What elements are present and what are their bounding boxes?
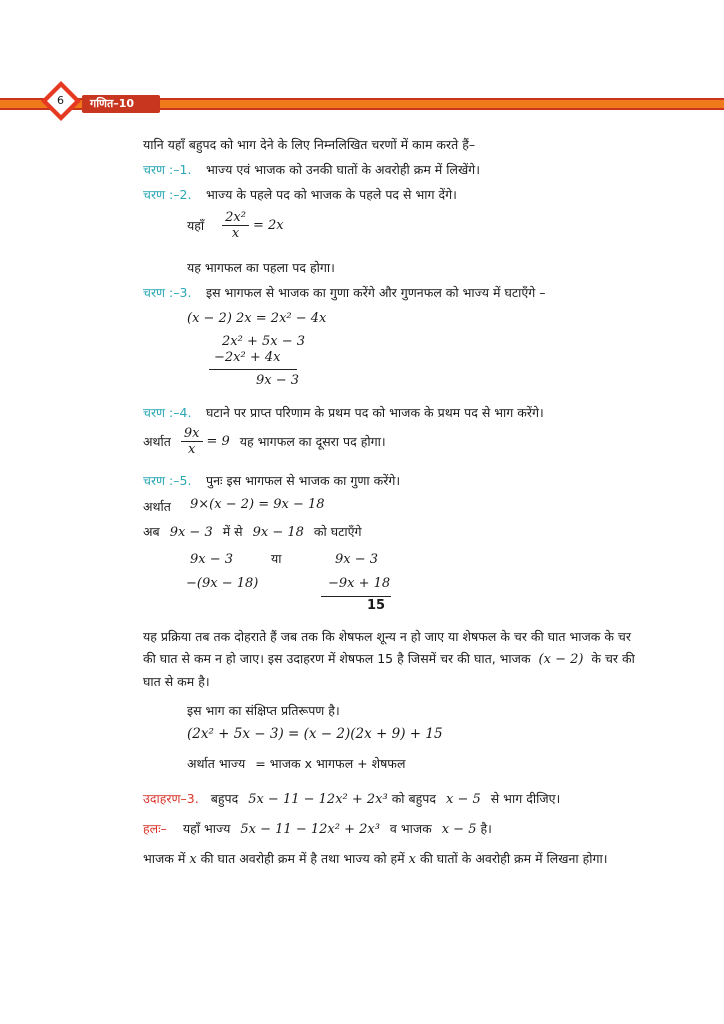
closing-part-4: होगा। <box>582 851 608 866</box>
example-post: से भाग दीजिए। <box>490 791 561 806</box>
right-column-top: 9x − 3 <box>335 552 379 567</box>
closing-part-1: भाजक में <box>143 851 186 866</box>
subject-label: गणित–10 <box>90 97 135 110</box>
example-pre: बहुपद <box>210 791 239 806</box>
subtraction-2-rule <box>321 596 391 597</box>
statement-expr-a: 9x − 3 <box>169 525 213 540</box>
statement-expr-b: 9x − 18 <box>252 525 304 540</box>
fraction-1 <box>222 210 249 241</box>
subtraction-1-rule <box>209 369 297 370</box>
fraction-1-numerator: 2x² <box>222 210 249 226</box>
identity-equation: (2x² + 5x − 3) = (x − 2)(2x + 9) + 15 <box>187 726 443 742</box>
step2-label: चरण :–2. <box>143 187 192 202</box>
me-se-label: में से <box>222 524 243 539</box>
explanation-paragraph <box>143 626 643 693</box>
solution-line <box>143 820 492 837</box>
subtract-statement <box>143 523 362 540</box>
paragraph-text: यह प्रक्रिया तब तक दोहराते हैं जब तक कि शेषफल शून्य न हो जाए या शेषफल के चर की घात भाजक के चर की घात से कम न हो जाए। इस उदाहरण में शेषफल 15 है जिसमें चर की घात, भाजक <box>143 629 631 666</box>
right-column-bottom: −9x + 18 <box>328 576 391 591</box>
remainder-value: 15 <box>367 598 386 613</box>
step3-text: इस भागफल से भाजक का गुणा करेंगे और गुणनफल को भाज्य में घटाएँगे – <box>206 285 546 300</box>
paragraph-tail: के चर की घात से कम है। <box>143 651 635 689</box>
left-column-top: 9x − 3 <box>190 552 234 567</box>
fraction-1-denominator: x <box>231 226 240 241</box>
fraction-2-denominator: x <box>188 442 196 457</box>
example-mid: को बहुपद <box>391 791 437 806</box>
fraction-2-numerator: 9x <box>181 426 203 442</box>
solution-pre: यहाँ भाज्य <box>182 821 231 836</box>
product-1: (x − 2) 2x = 2x² − 4x <box>187 311 327 326</box>
second-term-text: यह भागफल का दूसरा पद होगा। <box>239 434 386 449</box>
here-label: यहाँ <box>187 218 205 233</box>
example-divisor: x − 5 <box>446 792 481 807</box>
step1-text: भाज्य एवं भाजक को उनकी घातों के अवरोही क्रम में लिखेंगे। <box>206 162 480 177</box>
closing-part-3: की घातों के अवरोही क्रम में लिखना <box>419 851 579 866</box>
fraction-1-rhs: = 2x <box>252 218 284 233</box>
closing-var-2: x <box>408 852 416 867</box>
example-polynomial: 5x − 11 − 12x² + 2x³ <box>248 792 388 807</box>
arthat-label: अर्थात <box>143 434 171 449</box>
fraction-2-rhs: = 9 <box>206 434 230 449</box>
closing-part-2: की घात अवरोही क्रम में है तथा भाज्य को हमें <box>200 851 405 866</box>
subtraction-1-result: 9x − 3 <box>256 373 300 388</box>
solution-mid: व भाजक <box>389 821 432 836</box>
page-number: 6 <box>57 94 64 107</box>
example-label: उदाहरण–3. <box>143 791 199 806</box>
fraction-equation-2 <box>143 426 386 457</box>
result-statement <box>187 755 405 772</box>
summary-text: इस भाग का संक्षिप्त प्रतिरूपण है। <box>187 703 340 718</box>
left-column-bottom: −(9x − 18) <box>186 576 259 591</box>
step5-text: पुनः इस भागफल से भाजक का गुणा करेंगे। <box>206 473 401 488</box>
intro-text: यानि यहाँ बहुपद को भाग देने के लिए निम्नलिखित चरणों में काम करते हैं– <box>143 137 476 152</box>
arthat-label-2: अर्थात <box>143 499 171 514</box>
step3-label: चरण :–3. <box>143 285 192 300</box>
or-label: या <box>271 551 282 566</box>
arthat-bhajya-label: अर्थात भाज्य <box>187 756 246 771</box>
step4-label: चरण :–4. <box>143 405 192 420</box>
subtraction-1-subtrahend: −2x² + 4x <box>214 350 281 365</box>
step4-text: घटाने पर प्राप्त परिणाम के प्रथम पद को भाजक के प्रथम पद से भाग करेंगे। <box>206 405 544 420</box>
solution-label: हलः– <box>143 821 167 836</box>
solution-post: है। <box>480 821 492 836</box>
step2-text: भाज्य के पहले पद को भाजक के पहले पद से भाग देंगे। <box>206 187 457 202</box>
division-relation: = भाजक x भागफल + शेषफल <box>255 756 406 771</box>
product-2: 9×(x − 2) = 9x − 18 <box>190 497 325 512</box>
ghataenge-label: को घटाएँगे <box>313 524 362 539</box>
subtraction-1-top: 2x² + 5x − 3 <box>222 334 306 349</box>
closing-paragraph <box>143 848 643 871</box>
first-term-text: यह भागफल का पहला पद होगा। <box>187 260 335 275</box>
example-3 <box>143 790 560 807</box>
paragraph-divisor: (x − 2) <box>538 652 584 667</box>
solution-divisor: x − 5 <box>441 822 477 837</box>
closing-var-1: x <box>189 852 197 867</box>
ab-label: अब <box>143 524 160 539</box>
fraction-equation-1 <box>187 210 284 241</box>
step1-label: चरण :–1. <box>143 162 192 177</box>
step5-label: चरण :–5. <box>143 473 192 488</box>
solution-polynomial: 5x − 11 − 12x² + 2x³ <box>240 822 380 837</box>
fraction-2 <box>181 426 203 457</box>
